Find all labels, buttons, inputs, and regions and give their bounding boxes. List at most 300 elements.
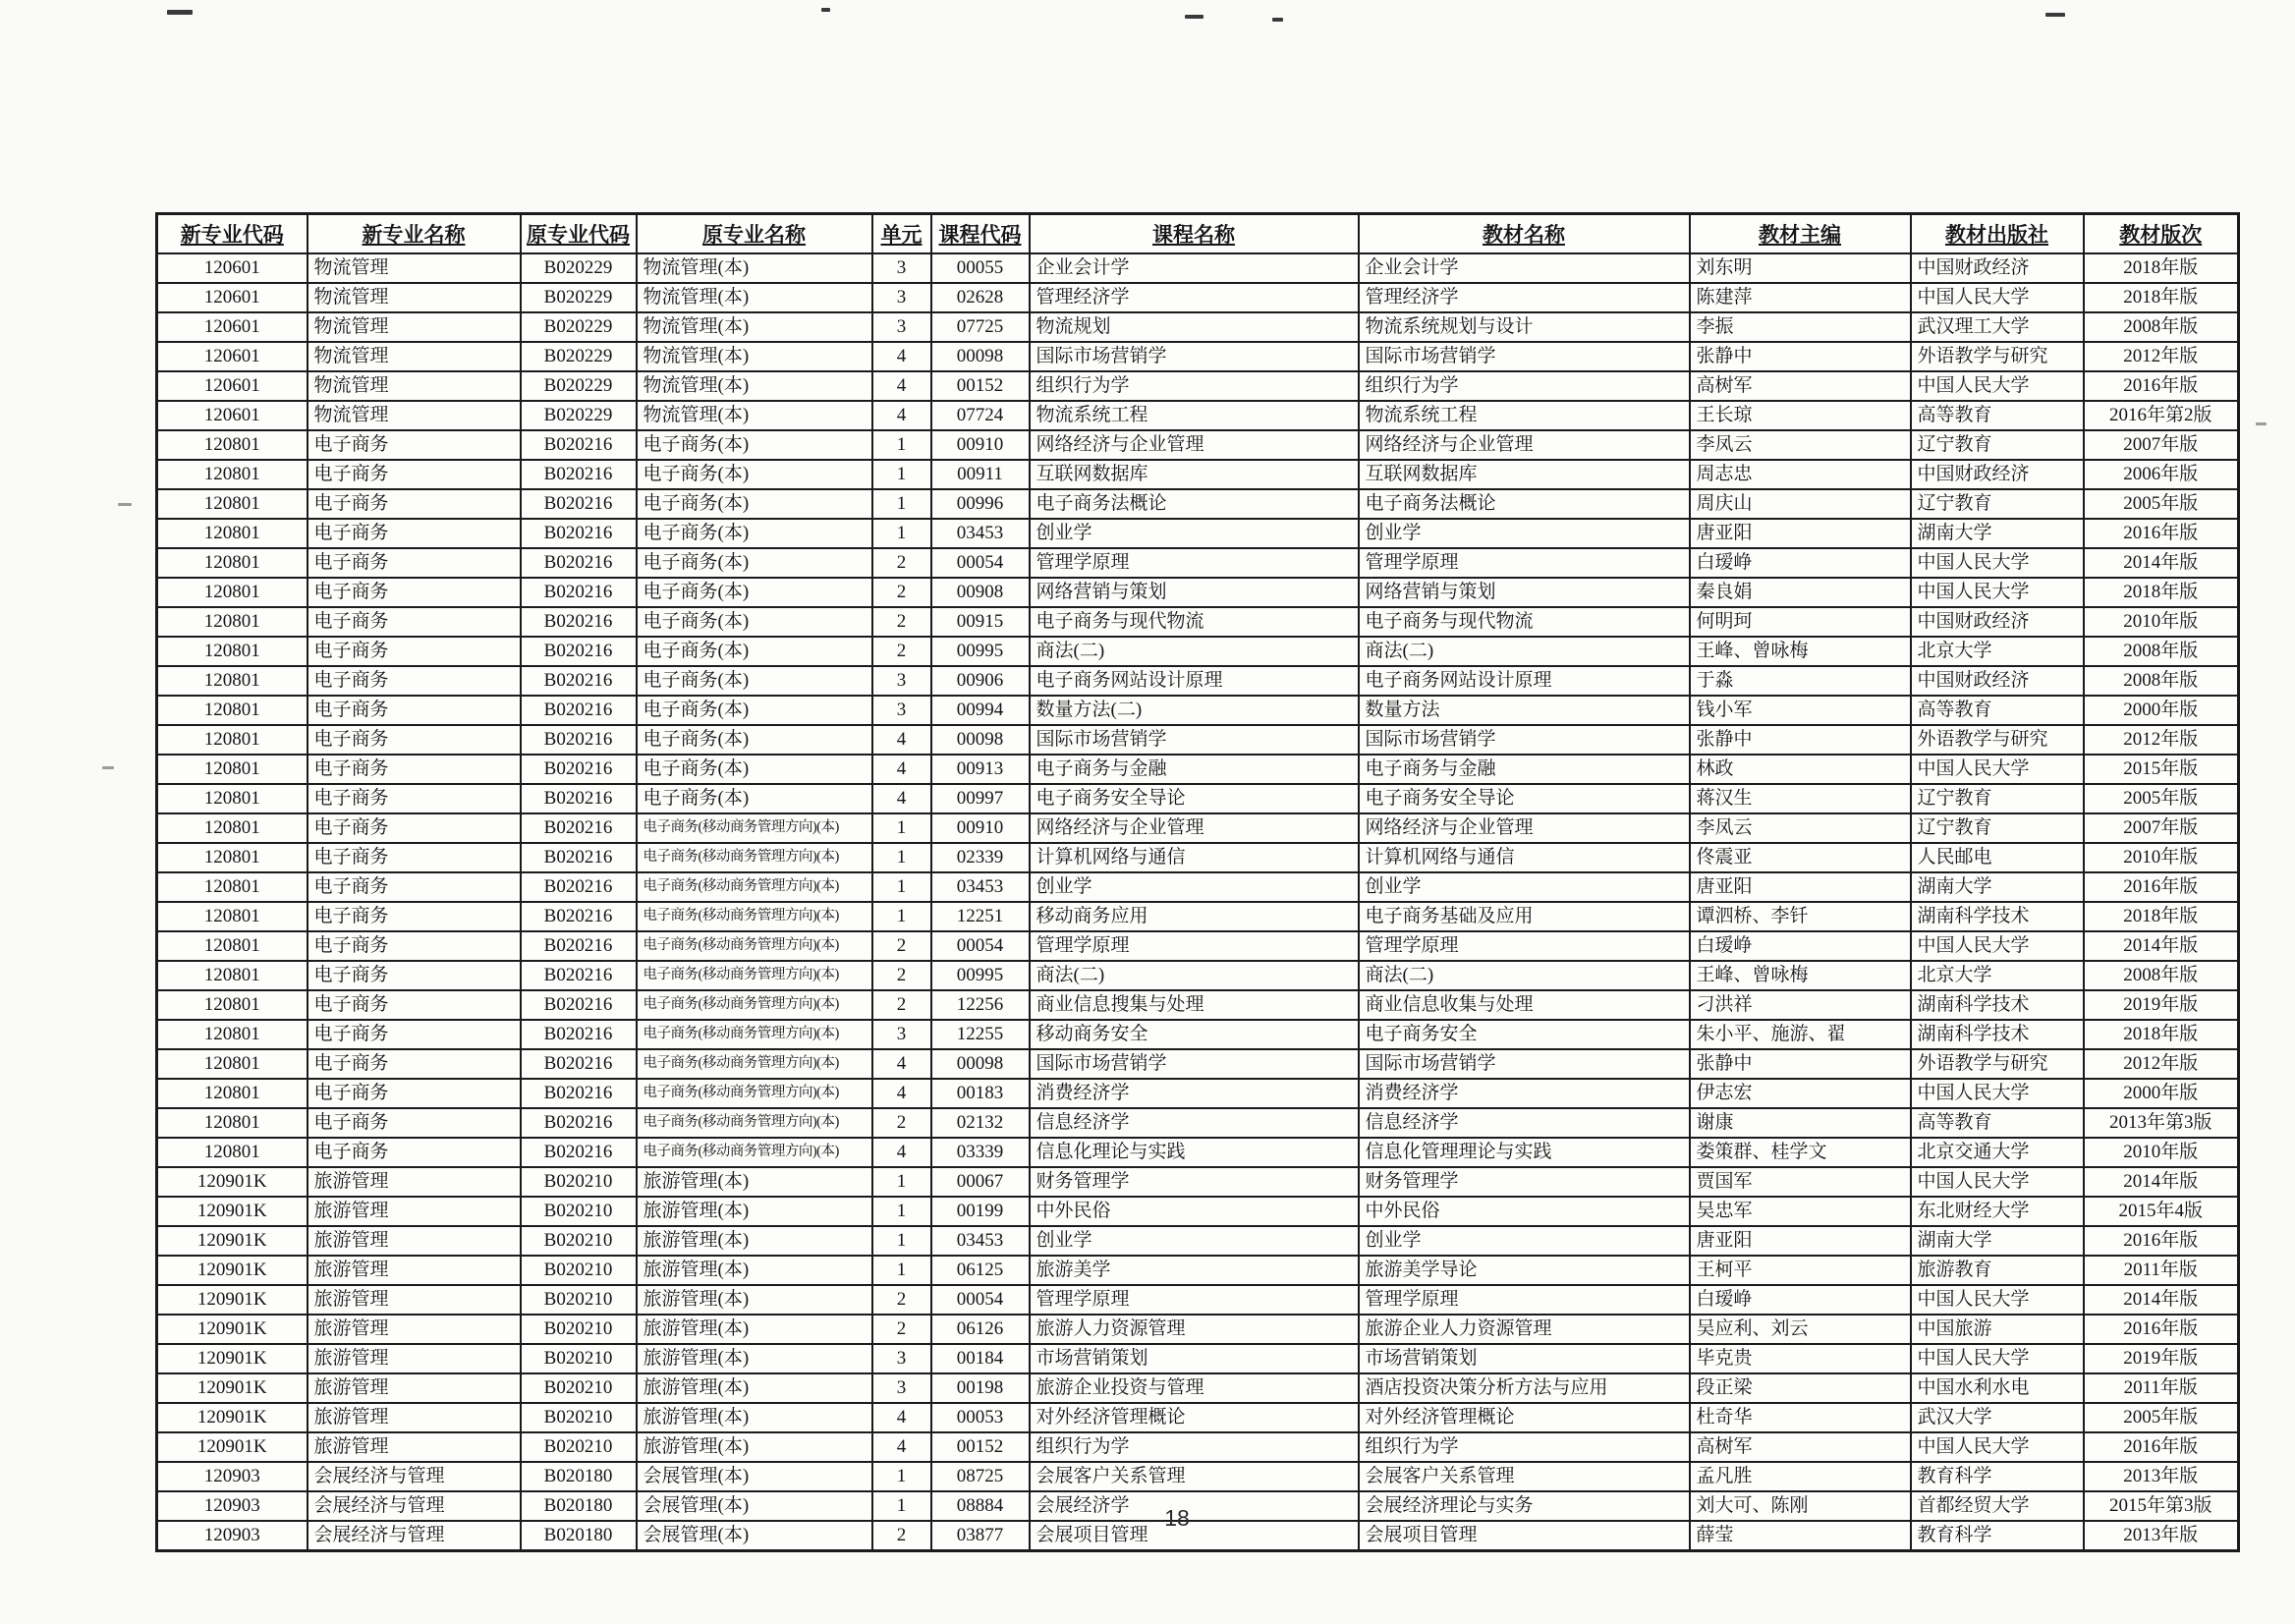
cell-old_major_code: B020216 [521,430,637,460]
cell-unit: 1 [872,1462,931,1491]
cell-new_major_name: 电子商务 [308,1108,521,1138]
cell-textbook_name: 创业学 [1359,872,1690,902]
cell-textbook_edition: 2005年版 [2084,489,2239,519]
cell-old_major_name: 电子商务(移动商务管理方向)(本) [637,902,872,931]
column-header-new_major_code: 新专业代码 [157,214,308,254]
cell-course_code: 00098 [931,342,1030,371]
cell-unit: 1 [872,489,931,519]
cell-textbook_edition: 2018年版 [2084,283,2239,312]
cell-textbook_publisher: 湖南科学技术 [1911,902,2084,931]
cell-old_major_code: B020216 [521,607,637,637]
table-row [157,548,2239,578]
cell-new_major_code: 120801 [157,460,308,489]
cell-unit: 2 [872,637,931,666]
cell-old_major_code: B020216 [521,755,637,784]
cell-course_name: 商法(二) [1030,637,1359,666]
cell-textbook_edition: 2010年版 [2084,843,2239,872]
cell-old_major_name: 物流管理(本) [637,253,872,283]
cell-textbook_name: 国际市场营销学 [1359,342,1690,371]
cell-old_major_name: 物流管理(本) [637,312,872,342]
cell-old_major_name: 电子商务(本) [637,607,872,637]
cell-textbook_publisher: 高等教育 [1911,696,2084,725]
cell-textbook_edition: 2007年版 [2084,430,2239,460]
cell-new_major_name: 电子商务 [308,961,521,990]
cell-new_major_name: 电子商务 [308,460,521,489]
cell-new_major_name: 旅游管理 [308,1256,521,1285]
cell-textbook_publisher: 中国财政经济 [1911,666,2084,696]
cell-old_major_code: B020216 [521,578,637,607]
table-row [157,1256,2239,1285]
cell-new_major_name: 电子商务 [308,1049,521,1079]
table-row [157,813,2239,843]
cell-course_name: 计算机网络与通信 [1030,843,1359,872]
cell-unit: 1 [872,872,931,902]
cell-course_code: 00067 [931,1167,1030,1197]
cell-textbook_name: 电子商务安全 [1359,1020,1690,1049]
cell-new_major_code: 120901K [157,1344,308,1373]
cell-old_major_name: 电子商务(移动商务管理方向)(本) [637,931,872,961]
cell-unit: 3 [872,1373,931,1403]
table-row [157,1197,2239,1226]
cell-unit: 3 [872,1344,931,1373]
column-header-textbook_editor: 教材主编 [1690,214,1911,254]
cell-unit: 4 [872,1432,931,1462]
table-row [157,342,2239,371]
column-header-new_major_name: 新专业名称 [308,214,521,254]
cell-old_major_code: B020216 [521,696,637,725]
cell-course_code: 00054 [931,1285,1030,1315]
cell-new_major_name: 电子商务 [308,696,521,725]
cell-textbook_edition: 2016年第2版 [2084,401,2239,430]
cell-course_name: 国际市场营销学 [1030,1049,1359,1079]
cell-textbook_edition: 2010年版 [2084,1138,2239,1167]
cell-new_major_code: 120801 [157,696,308,725]
cell-textbook_name: 电子商务安全导论 [1359,784,1690,813]
cell-textbook_editor: 张静中 [1690,725,1911,755]
cell-textbook_name: 组织行为学 [1359,1432,1690,1462]
cell-new_major_name: 旅游管理 [308,1285,521,1315]
cell-textbook_publisher: 中国人民大学 [1911,371,2084,401]
cell-textbook_publisher: 中国人民大学 [1911,1167,2084,1197]
table-row [157,1373,2239,1403]
cell-new_major_code: 120801 [157,843,308,872]
cell-textbook_name: 会展项目管理 [1359,1521,1690,1551]
cell-old_major_code: B020229 [521,342,637,371]
cell-textbook_name: 管理学原理 [1359,548,1690,578]
cell-textbook_editor: 贾国军 [1690,1167,1911,1197]
table-row [157,430,2239,460]
cell-course_name: 组织行为学 [1030,1432,1359,1462]
cell-course_name: 国际市场营销学 [1030,342,1359,371]
cell-textbook_edition: 2012年版 [2084,342,2239,371]
table-row [157,607,2239,637]
cell-textbook_publisher: 北京大学 [1911,961,2084,990]
cell-new_major_code: 120901K [157,1256,308,1285]
cell-textbook_edition: 2015年第3版 [2084,1491,2239,1521]
cell-new_major_code: 120801 [157,990,308,1020]
cell-course_name: 电子商务法概论 [1030,489,1359,519]
cell-new_major_code: 120903 [157,1491,308,1521]
cell-textbook_editor: 蒋汉生 [1690,784,1911,813]
cell-course_name: 网络营销与策划 [1030,578,1359,607]
column-header-textbook_edition: 教材版次 [2084,214,2239,254]
cell-course_name: 物流规划 [1030,312,1359,342]
cell-course_name: 创业学 [1030,872,1359,902]
cell-textbook_edition: 2019年版 [2084,1344,2239,1373]
cell-textbook_publisher: 辽宁教育 [1911,784,2084,813]
cell-textbook_edition: 2014年版 [2084,1167,2239,1197]
cell-course_code: 06126 [931,1315,1030,1344]
cell-old_major_code: B020216 [521,460,637,489]
cell-course_code: 00054 [931,931,1030,961]
table-row [157,931,2239,961]
cell-textbook_publisher: 首都经贸大学 [1911,1491,2084,1521]
cell-textbook_publisher: 高等教育 [1911,401,2084,430]
cell-new_major_name: 物流管理 [308,312,521,342]
cell-textbook_edition: 2011年版 [2084,1373,2239,1403]
cell-old_major_code: B020216 [521,990,637,1020]
cell-course_name: 移动商务应用 [1030,902,1359,931]
cell-new_major_code: 120601 [157,253,308,283]
cell-course_code: 03877 [931,1521,1030,1551]
column-header-textbook_name: 教材名称 [1359,214,1690,254]
cell-textbook_editor: 王峰、曾咏梅 [1690,961,1911,990]
cell-textbook_edition: 2014年版 [2084,548,2239,578]
cell-textbook_publisher: 外语教学与研究 [1911,1049,2084,1079]
cell-textbook_name: 会展经济理论与实务 [1359,1491,1690,1521]
cell-textbook_name: 互联网数据库 [1359,460,1690,489]
cell-textbook_name: 电子商务网站设计原理 [1359,666,1690,696]
cell-textbook_edition: 2008年版 [2084,666,2239,696]
cell-new_major_code: 120601 [157,312,308,342]
cell-course_name: 管理学原理 [1030,931,1359,961]
cell-textbook_editor: 于淼 [1690,666,1911,696]
cell-old_major_code: B020229 [521,283,637,312]
table-row [157,725,2239,755]
cell-textbook_editor: 毕克贵 [1690,1344,1911,1373]
cell-old_major_code: B020210 [521,1256,637,1285]
cell-course_name: 管理学原理 [1030,1285,1359,1315]
cell-new_major_name: 电子商务 [308,666,521,696]
cell-old_major_code: B020210 [521,1167,637,1197]
cell-new_major_code: 120801 [157,430,308,460]
cell-new_major_name: 物流管理 [308,342,521,371]
cell-course_code: 00054 [931,548,1030,578]
cell-new_major_name: 电子商务 [308,990,521,1020]
cell-course_code: 08725 [931,1462,1030,1491]
cell-old_major_code: B020210 [521,1432,637,1462]
cell-old_major_code: B020229 [521,253,637,283]
cell-new_major_code: 120801 [157,519,308,548]
cell-textbook_edition: 2007年版 [2084,813,2239,843]
cell-textbook_edition: 2015年版 [2084,755,2239,784]
cell-textbook_publisher: 中国人民大学 [1911,755,2084,784]
cell-textbook_publisher: 外语教学与研究 [1911,725,2084,755]
cell-textbook_publisher: 中国人民大学 [1911,548,2084,578]
cell-course_code: 00996 [931,489,1030,519]
cell-textbook_publisher: 中国财政经济 [1911,253,2084,283]
cell-textbook_publisher: 中国人民大学 [1911,1079,2084,1108]
cell-textbook_publisher: 武汉理工大学 [1911,312,2084,342]
cell-old_major_code: B020210 [521,1197,637,1226]
cell-unit: 3 [872,253,931,283]
scan-artifact [2256,422,2267,425]
cell-new_major_code: 120903 [157,1462,308,1491]
cell-old_major_name: 电子商务(本) [637,784,872,813]
cell-textbook_publisher: 中国人民大学 [1911,931,2084,961]
cell-new_major_name: 电子商务 [308,607,521,637]
cell-textbook_editor: 张静中 [1690,342,1911,371]
cell-textbook_name: 对外经济管理概论 [1359,1403,1690,1432]
scan-artifact [821,8,830,12]
cell-textbook_publisher: 辽宁教育 [1911,489,2084,519]
cell-textbook_publisher: 教育科学 [1911,1462,2084,1491]
cell-textbook_name: 商法(二) [1359,637,1690,666]
cell-textbook_name: 创业学 [1359,519,1690,548]
cell-textbook_editor: 王柯平 [1690,1256,1911,1285]
cell-textbook_editor: 薛莹 [1690,1521,1911,1551]
cell-new_major_name: 旅游管理 [308,1403,521,1432]
cell-old_major_name: 旅游管理(本) [637,1256,872,1285]
cell-textbook_editor: 高树军 [1690,1432,1911,1462]
cell-old_major_code: B020216 [521,931,637,961]
cell-old_major_name: 物流管理(本) [637,401,872,430]
cell-textbook_editor: 李振 [1690,312,1911,342]
cell-unit: 2 [872,1521,931,1551]
cell-textbook_editor: 刘大可、陈刚 [1690,1491,1911,1521]
cell-new_major_name: 电子商务 [308,755,521,784]
table-row [157,696,2239,725]
cell-course_name: 数量方法(二) [1030,696,1359,725]
cell-textbook_edition: 2016年版 [2084,1432,2239,1462]
cell-old_major_code: B020216 [521,1020,637,1049]
cell-course_code: 00906 [931,666,1030,696]
cell-course_code: 07724 [931,401,1030,430]
cell-old_major_name: 物流管理(本) [637,371,872,401]
cell-old_major_name: 电子商务(本) [637,489,872,519]
cell-textbook_name: 电子商务基础及应用 [1359,902,1690,931]
cell-old_major_name: 电子商务(移动商务管理方向)(本) [637,843,872,872]
cell-unit: 1 [872,430,931,460]
table-row [157,1432,2239,1462]
column-header-unit: 单元 [872,214,931,254]
cell-textbook_editor: 秦良娟 [1690,578,1911,607]
scan-artifact [118,503,132,506]
cell-textbook_publisher: 中国人民大学 [1911,283,2084,312]
cell-textbook_edition: 2005年版 [2084,1403,2239,1432]
cell-textbook_publisher: 中国人民大学 [1911,1285,2084,1315]
cell-unit: 4 [872,1079,931,1108]
scan-artifact [167,10,193,15]
cell-textbook_publisher: 中国水利水电 [1911,1373,2084,1403]
cell-textbook_edition: 2013年第3版 [2084,1108,2239,1138]
cell-new_major_name: 电子商务 [308,519,521,548]
cell-old_major_code: B020229 [521,312,637,342]
table-row [157,666,2239,696]
cell-textbook_name: 计算机网络与通信 [1359,843,1690,872]
cell-textbook_editor: 刁洪祥 [1690,990,1911,1020]
cell-textbook_publisher: 旅游教育 [1911,1256,2084,1285]
cell-old_major_code: B020216 [521,1138,637,1167]
cell-textbook_name: 网络经济与企业管理 [1359,813,1690,843]
cell-new_major_name: 电子商务 [308,872,521,902]
cell-textbook_publisher: 湖南科学技术 [1911,990,2084,1020]
cell-unit: 1 [872,519,931,548]
cell-textbook_publisher: 湖南大学 [1911,872,2084,902]
cell-new_major_code: 120801 [157,637,308,666]
cell-new_major_code: 120801 [157,1049,308,1079]
cell-unit: 4 [872,371,931,401]
cell-textbook_publisher: 中国人民大学 [1911,1344,2084,1373]
cell-textbook_editor: 张静中 [1690,1049,1911,1079]
table-row [157,1285,2239,1315]
cell-textbook_name: 网络营销与策划 [1359,578,1690,607]
cell-textbook_publisher: 东北财经大学 [1911,1197,2084,1226]
cell-new_major_name: 电子商务 [308,578,521,607]
cell-new_major_name: 会展经济与管理 [308,1521,521,1551]
cell-new_major_code: 120801 [157,1020,308,1049]
table-row [157,519,2239,548]
cell-old_major_code: B020216 [521,519,637,548]
cell-course_code: 00995 [931,961,1030,990]
cell-unit: 2 [872,1315,931,1344]
table-row [157,1344,2239,1373]
cell-new_major_name: 物流管理 [308,401,521,430]
cell-new_major_code: 120901K [157,1373,308,1403]
cell-textbook_edition: 2008年版 [2084,312,2239,342]
cell-unit: 4 [872,401,931,430]
cell-course_code: 00911 [931,460,1030,489]
table-header [157,214,2239,254]
cell-new_major_name: 旅游管理 [308,1315,521,1344]
cell-course_code: 03453 [931,1226,1030,1256]
cell-textbook_name: 电子商务与现代物流 [1359,607,1690,637]
cell-textbook_edition: 2000年版 [2084,1079,2239,1108]
cell-textbook_publisher: 中国财政经济 [1911,460,2084,489]
table-row [157,460,2239,489]
cell-old_major_code: B020210 [521,1226,637,1256]
cell-textbook_publisher: 辽宁教育 [1911,813,2084,843]
cell-textbook_edition: 2011年版 [2084,1256,2239,1285]
cell-new_major_name: 电子商务 [308,1079,521,1108]
cell-old_major_code: B020210 [521,1344,637,1373]
cell-new_major_code: 120801 [157,813,308,843]
cell-textbook_editor: 李凤云 [1690,430,1911,460]
cell-old_major_code: B020216 [521,902,637,931]
cell-new_major_code: 120801 [157,902,308,931]
table-body [157,253,2239,1551]
cell-old_major_code: B020229 [521,371,637,401]
cell-new_major_code: 120801 [157,666,308,696]
cell-old_major_code: B020216 [521,1108,637,1138]
cell-new_major_name: 电子商务 [308,902,521,931]
cell-course_code: 00915 [931,607,1030,637]
cell-textbook_edition: 2018年版 [2084,578,2239,607]
cell-new_major_name: 电子商务 [308,725,521,755]
cell-textbook_edition: 2013年版 [2084,1521,2239,1551]
cell-new_major_code: 120901K [157,1403,308,1432]
cell-unit: 4 [872,725,931,755]
cell-textbook_editor: 李凤云 [1690,813,1911,843]
cell-unit: 2 [872,607,931,637]
cell-textbook_edition: 2008年版 [2084,637,2239,666]
cell-new_major_name: 旅游管理 [308,1226,521,1256]
cell-textbook_edition: 2018年版 [2084,1020,2239,1049]
cell-new_major_name: 旅游管理 [308,1432,521,1462]
cell-old_major_name: 电子商务(移动商务管理方向)(本) [637,1138,872,1167]
cell-course_name: 旅游企业投资与管理 [1030,1373,1359,1403]
cell-new_major_name: 旅游管理 [308,1373,521,1403]
cell-textbook_edition: 2018年版 [2084,902,2239,931]
cell-textbook_edition: 2014年版 [2084,931,2239,961]
cell-textbook_name: 物流系统工程 [1359,401,1690,430]
cell-course_code: 08884 [931,1491,1030,1521]
column-header-course_code: 课程代码 [931,214,1030,254]
cell-textbook_editor: 谢康 [1690,1108,1911,1138]
cell-textbook_edition: 2019年版 [2084,990,2239,1020]
cell-old_major_code: B020216 [521,489,637,519]
cell-old_major_name: 旅游管理(本) [637,1315,872,1344]
cell-course_code: 12251 [931,902,1030,931]
cell-unit: 1 [872,813,931,843]
cell-new_major_code: 120901K [157,1197,308,1226]
table-row [157,1462,2239,1491]
cell-new_major_code: 120801 [157,961,308,990]
cell-textbook_editor: 吴应利、刘云 [1690,1315,1911,1344]
cell-textbook_name: 商业信息收集与处理 [1359,990,1690,1020]
cell-textbook_publisher: 北京交通大学 [1911,1138,2084,1167]
cell-textbook_editor: 娄策群、桂学文 [1690,1138,1911,1167]
cell-course_name: 会展客户关系管理 [1030,1462,1359,1491]
cell-old_major_name: 旅游管理(本) [637,1285,872,1315]
column-header-old_major_code: 原专业代码 [521,214,637,254]
cell-textbook_publisher: 教育科学 [1911,1521,2084,1551]
page-number: 18 [1164,1505,1190,1531]
cell-textbook_editor: 朱小平、施游、翟 [1690,1020,1911,1049]
cell-textbook_name: 企业会计学 [1359,253,1690,283]
cell-course_code: 00183 [931,1079,1030,1108]
table-row [157,1138,2239,1167]
table-row [157,990,2239,1020]
cell-textbook_name: 财务管理学 [1359,1167,1690,1197]
cell-new_major_code: 120901K [157,1285,308,1315]
cell-textbook_editor: 唐亚阳 [1690,519,1911,548]
table-container [155,212,2237,1552]
cell-course_name: 网络经济与企业管理 [1030,813,1359,843]
cell-old_major_name: 旅游管理(本) [637,1403,872,1432]
cell-new_major_name: 会展经济与管理 [308,1491,521,1521]
cell-course_name: 信息化理论与实践 [1030,1138,1359,1167]
cell-old_major_name: 电子商务(移动商务管理方向)(本) [637,1049,872,1079]
cell-new_major_code: 120801 [157,489,308,519]
cell-course_name: 管理经济学 [1030,283,1359,312]
cell-old_major_code: B020180 [521,1491,637,1521]
cell-textbook_editor: 高树军 [1690,371,1911,401]
cell-old_major_name: 旅游管理(本) [637,1197,872,1226]
cell-textbook_editor: 唐亚阳 [1690,872,1911,902]
scan-artifact [2045,13,2065,17]
cell-new_major_code: 120901K [157,1315,308,1344]
cell-new_major_code: 120903 [157,1521,308,1551]
cell-textbook_edition: 2006年版 [2084,460,2239,489]
cell-textbook_editor: 何明珂 [1690,607,1911,637]
cell-textbook_name: 会展客户关系管理 [1359,1462,1690,1491]
cell-unit: 2 [872,931,931,961]
cell-course_code: 00908 [931,578,1030,607]
cell-textbook_editor: 陈建萍 [1690,283,1911,312]
cell-new_major_code: 120801 [157,548,308,578]
cell-unit: 1 [872,1167,931,1197]
